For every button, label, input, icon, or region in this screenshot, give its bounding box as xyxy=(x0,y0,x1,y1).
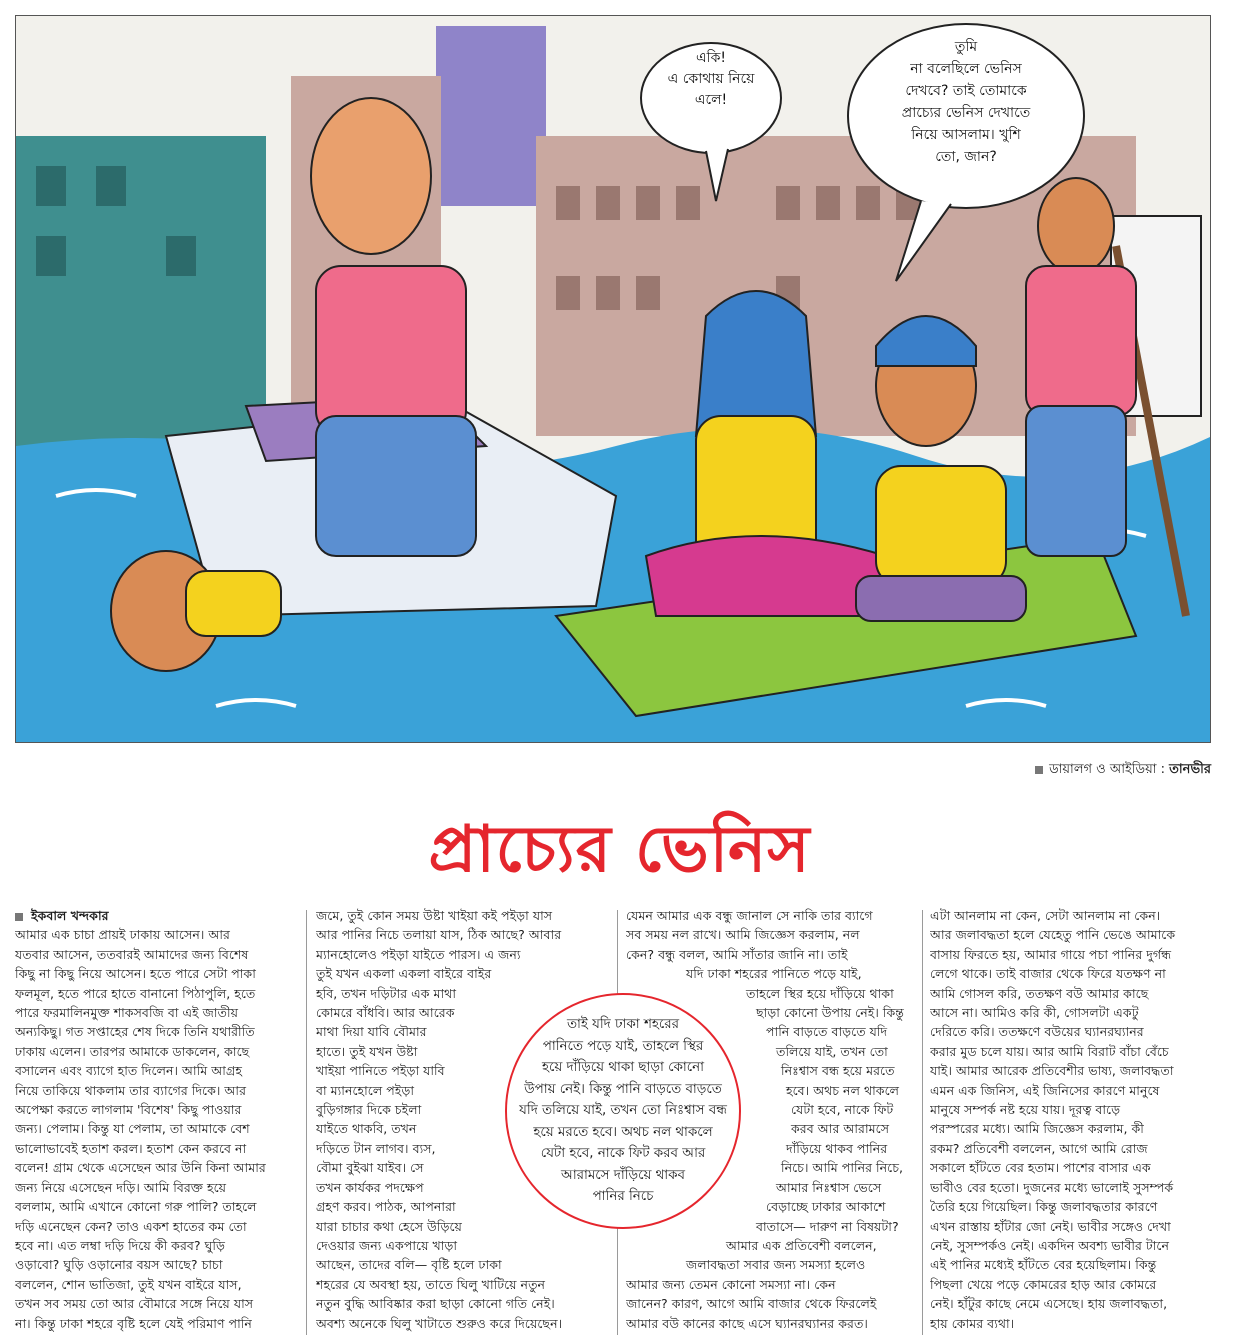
text-line: যারা চাচার কথা হেসে উড়িয়ে xyxy=(316,1218,462,1234)
text-line: যতবার আসেন, ততবারই আমাদের জন্য বিশেষ xyxy=(15,946,249,962)
text-line: পরস্পরের মধ্যে। আমি জিজ্ঞেস করলাম, কী xyxy=(930,1121,1144,1137)
text-line: নিয়ে তাকিয়ে থাকলাম তার ব্যাগের দিকে। আর xyxy=(15,1082,247,1098)
pull-quote-line: তাই যদি ঢাকা শহরের xyxy=(566,1017,680,1033)
text-line: সব সময় নল রাখে। আমি জিজ্ঞেস করলাম, নল xyxy=(626,927,860,943)
text-line: না। কিন্তু ঢাকা শহরে বৃষ্টি হলে যেই পরিমাণ পানি xyxy=(15,1315,252,1331)
text-line: তাহলে স্থির হয়ে দাঁড়িয়ে থাকা xyxy=(746,985,894,1001)
pull-quote-line: হয়ে দাঁড়িয়ে থাকা ছাড়া কোনো xyxy=(541,1060,705,1076)
byline xyxy=(15,906,301,925)
text-line: কোমরে বাঁধবি। আর আরেক xyxy=(316,1005,455,1021)
text-line: মাথা দিয়া যাবি বৌমার xyxy=(316,1024,427,1040)
text-line: দড়িতে টান লাগব। ব্যস, xyxy=(316,1140,436,1156)
text-line: নিঃশ্বাস বন্ধ হয়ে মরতে xyxy=(781,1063,895,1079)
text-line: জমে, তুই কোন সময় উষ্টা খাইয়া কই পইড়া যাস xyxy=(316,908,553,923)
text-line: খাইয়া পানিতে পইড়া যাবি xyxy=(316,1063,445,1079)
bubble-line: তো, জান? xyxy=(935,149,997,165)
boatman xyxy=(1038,178,1114,274)
text-line: বৌমা বুইঝা যাইব। সে xyxy=(316,1160,424,1176)
text-line: সকালে হাঁটতে বের হতাম। পাশের বাসার এক xyxy=(930,1160,1151,1176)
text-line: বলেন! গ্রাম থেকে এসেছেন আর উনি কিনা আমার xyxy=(15,1160,266,1176)
purple-building xyxy=(436,26,546,206)
text-line: আমার নিঃশ্বাস ভেসে xyxy=(776,1179,882,1195)
text-line: বললাম, আমি এখানে কোনো গরু পালি? তাহলে xyxy=(15,1199,257,1215)
pull-quote-line: পানির নিচে xyxy=(592,1189,654,1205)
text-line: আর জলাবদ্ধতা হলে যেহেতু পানি ভেঙে আমাকে xyxy=(930,927,1176,943)
text-line: ছাড়া কোনো উপায় নেই। কিন্তু xyxy=(756,1005,904,1021)
column-divider xyxy=(922,910,923,1335)
text-line: যেমন আমার এক বন্ধু জানাল সে নাকি তার ব্যাগে xyxy=(626,908,873,923)
text-line: কিছু না কিছু নিয়ে আসেন। হতে পারে সেটা পাকা xyxy=(15,966,256,982)
text-line: হবে না। এত লম্বা দড়ি দিয়ে কী করব? ঘুড়ি xyxy=(15,1237,225,1253)
text-line: হবে। অথচ নল থাকলে xyxy=(786,1082,900,1098)
pull-quote-circle xyxy=(505,993,741,1229)
text-line: নেই, সুসম্পর্কও নেই। একদিন অবশ্য ভাবীর টানে xyxy=(930,1237,1170,1253)
text-line: পানি বাড়তে বাড়তে যদি xyxy=(766,1024,888,1040)
bubble-line: তুমি xyxy=(954,39,978,55)
text-line: হাতে। তুই যখন উষ্টা xyxy=(316,1043,418,1059)
text-line: জন্য। পেলাম। কিন্তু যা পেলাম, তা আমাকে বেশ xyxy=(15,1121,250,1137)
text-line: অপেক্ষা করতে লাগলাম 'বিশেষ' কিছু পাওয়ার xyxy=(15,1102,242,1118)
pull-quote-line: হয়ে মরতে হবে। অথচ নল থাকলে xyxy=(533,1124,713,1140)
square-bullet-icon xyxy=(1035,766,1043,774)
speech-bubble-left-text xyxy=(641,48,781,111)
text-line: বা ম্যানহোলে পইড়া xyxy=(316,1082,414,1098)
text-line: করার মুড চলে যায়। আর আমি বিরাট বাঁচা বেঁচে xyxy=(930,1043,1169,1059)
text-line: করব আর আরামসে xyxy=(791,1121,890,1137)
text-line: জন্য নিয়ে এসেছেন দড়ি। আমি বিরক্ত হয়ে xyxy=(15,1179,227,1195)
text-line: জলাবদ্ধতা সবার জন্য সমস্যা হলেও xyxy=(686,1257,866,1273)
text-line: তখন কার্যকর পদক্ষেপ xyxy=(316,1179,424,1195)
text-line: গ্রহণ করব। পাঠক, আপনারা xyxy=(316,1199,456,1215)
text-line: আমার এক প্রতিবেশী বললেন, xyxy=(726,1237,877,1253)
text-line: কেন? বন্ধু বলল, আমি সাঁতার জানি না। তাই xyxy=(626,946,848,962)
column-divider xyxy=(306,910,307,1335)
text-line: নতুন বুদ্ধি আবিষ্কার করা ছাড়া কোনো গতি নেই। xyxy=(316,1296,555,1312)
text-line: আমার জন্য তেমন কোনো সমস্যা না। কেন xyxy=(626,1276,836,1292)
text-line: মানুষে সম্পর্ক নষ্ট হয়ে যায়। দূরত্ব বাড়ে xyxy=(930,1102,1121,1118)
text-line: বাসায় ফিরতে হয়, আমার গায়ে পচা পানির দুর্গন্ধ xyxy=(930,946,1172,962)
text-line: আর পানির নিচে তলায়া যাস, ঠিক আছে? আবার xyxy=(316,927,562,943)
text-line: দেওয়ার জন্য একপায়ে খাড়া xyxy=(316,1237,458,1253)
text-line: বেড়াচ্ছে ঢাকার আকাশে xyxy=(766,1199,886,1215)
pull-quote-line: উপায় নেই। কিন্তু পানি বাড়তে বাড়তে xyxy=(524,1081,722,1097)
bubble-line: নিয়ে আসলাম। খুশি xyxy=(911,127,1021,143)
text-line: ওড়াবো? ঘুড়ি ওড়ানোর বয়স আছে? চাচা xyxy=(15,1257,223,1273)
text-line: এখন রাস্তায় হাঁটার জো নেই। ভাবীর সঙ্গেও দেখা xyxy=(930,1218,1171,1234)
text-line: এই পানির মধ্যেই হাঁটতে বের হয়েছিলাম। কিন্তু xyxy=(930,1257,1157,1273)
pull-quote-line: যেটা হবে, নাকে ফিট করব আর xyxy=(540,1146,706,1162)
text-line: দড়ি এনেছেন কেন? তাও একশ হাতের কম তো xyxy=(15,1218,247,1234)
text-line: আসে না। আমিও করি কী, গোসলটা একটু xyxy=(930,1005,1139,1021)
article-column-1 xyxy=(15,906,301,1333)
text-line: বললেন, শোন ভাতিজা, তুই যখন বাইরে যাস, xyxy=(15,1276,242,1292)
text-line: বাতাসে— দারুণ না বিষয়টা? xyxy=(756,1218,899,1234)
text-line: দাঁড়িয়ে থাকব পানির xyxy=(786,1140,888,1156)
text-line: ভাবীও বের হতো। দুজনের মধ্যে ভালোই সুসম্পর্ক xyxy=(930,1179,1174,1195)
text-line: তৈরি হয়ে গিয়েছিল। কিন্তু জলাবদ্ধতার কারণে xyxy=(930,1199,1158,1215)
text-line: তখন সব সময় তো আর বৌমারে সঙ্গে নিয়ে যাস xyxy=(15,1296,254,1312)
bubble-line: প্রাচ্যের ভেনিস দেখাতে xyxy=(901,105,1031,121)
credit-name: তানভীর xyxy=(1169,762,1211,777)
text-line: যাইতে থাকবি, তখন xyxy=(316,1121,417,1137)
text-line: যদি ঢাকা শহরের পানিতে পড়ে যাই, xyxy=(686,966,862,982)
text-line: তলিয়ে যাই, তখন তো xyxy=(776,1043,888,1059)
cartoon-illustration xyxy=(15,15,1211,743)
text-line: নিচে। আমি পানির নিচে, xyxy=(781,1160,904,1176)
text-line: আছেন, তাদের বলি— বৃষ্টি হলে ঢাকা xyxy=(316,1257,502,1273)
article-column-4 xyxy=(930,906,1230,1333)
text-line: জানেন? কারণ, আগে আমি বাজার থেকে ফিরলেই xyxy=(626,1296,877,1312)
headline: প্রাচ্যের ভেনিস xyxy=(428,813,811,887)
text-line: বসালেন এবং ব্যাগে হাত দিলেন। আমি আগ্রহ xyxy=(15,1063,243,1079)
pull-quote-line: আরামসে দাঁড়িয়ে থাকব xyxy=(561,1167,685,1183)
speech-bubble-right-text xyxy=(851,36,1081,168)
pull-quote-line: পানিতে পড়ে যাই, তাহলে স্থির xyxy=(542,1038,704,1054)
text-line: লেগে থাকে। তাই বাজার থেকে ফিরে যতক্ষণ না xyxy=(930,966,1166,982)
text-line: আমার এক চাচা প্রায়ই ঢাকায় আসেন। আর xyxy=(15,927,230,943)
text-line: দেরিতে করি। ততক্ষণে বউয়ের ঘ্যানরঘ্যানর xyxy=(930,1024,1144,1040)
text-line: ভালোভাবেই হতাশ করল। হতাশ কেন করবে না xyxy=(15,1140,247,1156)
bubble-line: একি! xyxy=(695,50,727,66)
text-line: অবশ্য অনেকে ঘিলু খাটাতে শুরুও করে দিয়েছেন। xyxy=(316,1315,563,1331)
bubble-line: না বলেছিলে ভেনিস xyxy=(910,61,1022,77)
text-line: পিছলা খেয়ে পড়ে কোমরের হাড় আর কোমরে xyxy=(930,1276,1157,1292)
text-line: যাই। আমার আরেক প্রতিবেশীর ভাষ্য, জলাবদ্ধতা xyxy=(930,1063,1174,1079)
text-line: শহরের যে অবস্থা হয়, তাতে ঘিলু খাটিয়ে নতুন xyxy=(316,1276,546,1292)
credit-label: ডায়ালগ ও আইডিয়া : xyxy=(1049,762,1170,777)
illustration-credit xyxy=(1035,760,1211,781)
bubble-line: এলে! xyxy=(694,92,728,108)
pull-quote-text xyxy=(519,1014,727,1208)
bubble-line: এ কোথায় নিয়ে xyxy=(667,71,755,87)
text-line: এমন এক জিনিস, এই জিনিসের কারণে মানুষে xyxy=(930,1082,1160,1098)
text-line: বুড়িগঙ্গার দিকে চইলা xyxy=(316,1102,422,1118)
text-line: তুই যখন একলা একলা বাইরে বাইর xyxy=(316,966,492,982)
text-line: পারে ফরমালিনমুক্ত শাকসবজি বা এই জাতীয় xyxy=(15,1005,239,1021)
text-line: হায় কোমর ব্যথা। xyxy=(930,1315,1015,1331)
text-line: নেই। হাঁটুর কাছে নেমে এসেছে। হায় জলাবদ্ধতা, xyxy=(930,1296,1168,1312)
text-line: রকম? প্রতিবেশী বললেন, আগে আমি রোজ xyxy=(930,1140,1148,1156)
text-line: এটা আনলাম না কেন, সেটা আনলাম না কেন। xyxy=(930,908,1161,923)
bubble-line: দেখবে? তাই তোমাকে xyxy=(905,83,1027,99)
man-pink-shirt xyxy=(316,266,466,436)
pull-quote-line: যদি তলিয়ে যাই, তখন তো নিঃশ্বাস বন্ধ xyxy=(519,1103,727,1119)
text-line: হবি, তখন দড়িটার এক মাথা xyxy=(316,985,456,1001)
text-line: অন্যকিছু। গত সপ্তাহের শেষ দিকে তিনি যথারীতি xyxy=(15,1024,255,1040)
text-line: আমি গোসল করি, ততক্ষণ বউ আমার কাছে xyxy=(930,985,1149,1001)
author-name: ইকবাল খন্দকার xyxy=(31,908,109,923)
text-line: ম্যানহোলেও পইড়া যাইতে পারস। এ জন্য xyxy=(316,946,521,962)
text-line: যেটা হবে, নাকে ফিট xyxy=(791,1102,894,1118)
square-bullet-icon xyxy=(15,913,23,921)
text-line: ঢাকায় এলেন। তারপর আমাকে ডাকলেন, কাছে xyxy=(15,1043,250,1059)
text-line: ফলমূল, হতে পারে হাতে বানানো পিঠাপুলি, হতে xyxy=(15,985,256,1001)
text-line: আমার বউ কানের কাছে এসে ঘ্যানরঘ্যানর করত। xyxy=(626,1315,868,1331)
